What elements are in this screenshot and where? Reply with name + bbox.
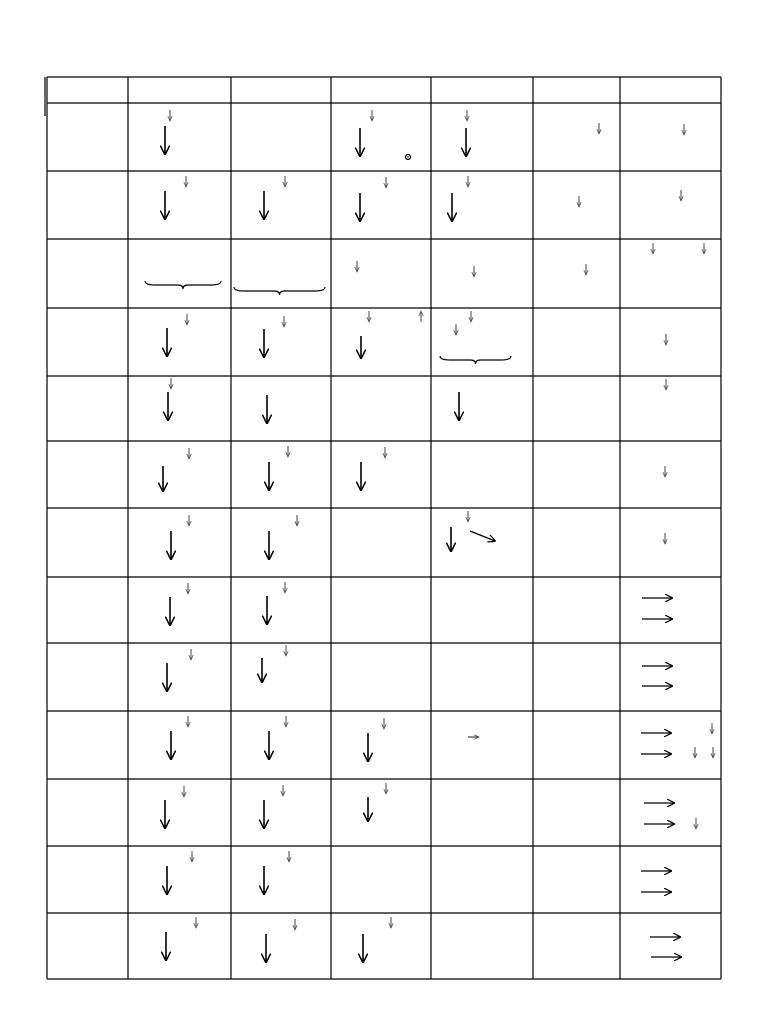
small-circle-dot bbox=[407, 156, 409, 158]
table-grid bbox=[45, 77, 721, 979]
diagonal-arrow-icon bbox=[470, 531, 495, 541]
underbrace-icon bbox=[234, 287, 325, 295]
annotation-marks bbox=[145, 110, 713, 962]
underbrace-icon bbox=[440, 356, 511, 364]
underbrace-icon bbox=[145, 281, 221, 289]
